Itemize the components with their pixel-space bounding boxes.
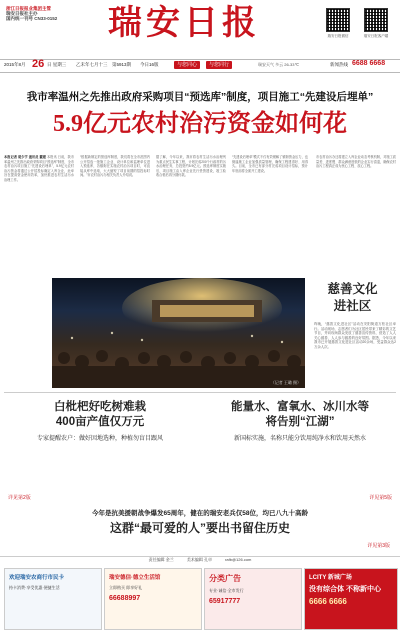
ad-classified-headline: 分类广告 bbox=[209, 574, 241, 583]
article-column-5: 市农村治污办还将建立入库企业动态考核机制，对施工质量差、进度慢、群众满意度低的企业实行清退，确保农村治污工程真正成为民心工程、放心工程。 bbox=[316, 155, 396, 169]
publisher-line-2: 瑞安日报社主办 bbox=[6, 11, 38, 16]
footer-designer: 美术编辑 孔卓 bbox=[186, 557, 212, 562]
ad-store-sub: 立即购买 即享好礼 bbox=[109, 585, 143, 590]
teaser-left-title-1: 白枇杷好吃树难栽 bbox=[54, 401, 146, 413]
teaser-left[interactable] bbox=[4, 400, 196, 505]
issue-number: 第5913期 bbox=[112, 62, 132, 67]
footer-bar bbox=[0, 556, 400, 565]
teaser-right-more[interactable]: 详见第5版 bbox=[369, 495, 392, 501]
teaser-left-sub: 专家提醒农户：做好因地选种，种植勿盲目跟风 bbox=[36, 436, 163, 442]
ad-bank-sub: 持卡消费·享受优惠·便捷生活 bbox=[9, 585, 60, 590]
side-feature-caption: 昨晚，“慈善文化进社区”活动在安阳街道万松社区举行。活动现场，志愿者们为社区居民带来了精彩的文艺节目，并向现场群众发放了慈善宣传资料，营造了人人关心慈善、人人参与慈善的良好氛围。据悉，今年以来我市已开展慈善文化进社区活动20余场，受益群众达2万余人次。 bbox=[314, 322, 396, 349]
teaser-right-sub: 新国标实施，名称只能分饮用纯净水和饮用天然水 bbox=[233, 436, 366, 442]
publisher-info bbox=[6, 6, 96, 21]
bottom-more[interactable]: 详见第3版 bbox=[367, 543, 390, 549]
date-bar bbox=[0, 59, 400, 73]
qr-code-app[interactable] bbox=[364, 8, 388, 32]
ad-classified-phone: 65917777 bbox=[209, 598, 241, 605]
teaser-right[interactable] bbox=[204, 400, 396, 505]
teaser-left-title-2: 400亩产值仅万元 bbox=[55, 416, 145, 428]
date-weekday: 日 星期三 bbox=[47, 62, 67, 67]
qr-label-wechat: 瑞安日报微信 bbox=[327, 34, 349, 38]
headline-main: 5.9亿元农村治污资金如何花 bbox=[53, 111, 347, 137]
ad-bank[interactable] bbox=[4, 568, 102, 630]
feature-photo bbox=[52, 278, 305, 388]
bottom-story[interactable] bbox=[4, 508, 396, 552]
ad-store-phone: 66688997 bbox=[109, 595, 141, 602]
article-column-3: 据了解，今年以来，我市将农村生活污水治理列为重点民生实事工程，计划完成200个行政村的污水治理任务，总投资约5.9亿元。预选库制度实施后，项目施工由入库企业先行垫资建设，竣工验收合格后再分期付款。 bbox=[156, 155, 226, 178]
lead-byline: 本报记者 胡少宇 通讯员 戴建 bbox=[4, 155, 47, 159]
ad-store[interactable] bbox=[104, 568, 202, 630]
date-day: 26 bbox=[32, 58, 45, 70]
date-prefix: 2015年8月 bbox=[4, 62, 26, 67]
hotline-number: 6688 6668 bbox=[352, 60, 386, 67]
section-divider bbox=[4, 392, 396, 393]
side-title-line-2: 进社区 bbox=[333, 299, 372, 313]
teaser-left-more[interactable]: 详见第2版 bbox=[8, 495, 31, 501]
tab-with-you-heart[interactable]: 与您同心 bbox=[174, 61, 200, 69]
page-count: 今日16版 bbox=[140, 62, 159, 67]
publisher-line-3: 国内统一刊号 CN33-0152 bbox=[6, 16, 58, 21]
ad-bank-headline: 欢迎瑞安农商行市民卡 bbox=[9, 575, 65, 581]
publisher-line-1: 浙江日报报业集团主管 bbox=[6, 6, 51, 11]
headline-kicker: 我市率温州之先推出政府采购项目“预选库”制度，项目施工“先建设后埋单” bbox=[26, 91, 374, 103]
side-title-line-1: 慈善文化 bbox=[327, 282, 378, 296]
concert-crowd-illustration bbox=[52, 278, 305, 388]
masthead-title: 瑞安日报 bbox=[108, 3, 260, 43]
qr-label-app: 瑞安日报客户端 bbox=[363, 34, 389, 38]
date-lunar: 乙未年七月十三 bbox=[76, 62, 108, 67]
bottom-kicker: 今年是抗美援朝战争爆发65周年，健在的瑞安老兵仅58位，均已八九十高龄 bbox=[92, 510, 308, 517]
qr-code-wechat[interactable] bbox=[326, 8, 350, 32]
footer-editor: 责任编辑 金兰 bbox=[148, 557, 174, 562]
article-column-2: “根据新制定的预选库制度，我们将在全市范围内公开招选一批施工企业、设计单位和监理单位进入预选库，各镇街在实施农村治污项目时，可直接从库中选取，大大缩短了项目前期的招投标时间。”市农村治污办相关负责人介绍说。 bbox=[80, 155, 150, 178]
ad-lcity-phone: 6666 6666 bbox=[309, 597, 347, 606]
photo-credit: （记者 王璐 摄） bbox=[270, 380, 301, 385]
tab-with-you-go[interactable]: 与您同行 bbox=[206, 61, 232, 69]
side-feature-title bbox=[310, 281, 395, 315]
bottom-main: 这群“最可爱的人”要出书留住历史 bbox=[109, 521, 290, 535]
article-column-4: “先建设后埋单”模式不仅有效缓解了镇街资金压力，也倒逼施工企业加强质量管理，确保工程建得好、用得久。目前，全市已有部分村完成项目设计招标，预计年底前将全面开工建设。 bbox=[232, 155, 308, 173]
footer-email: rafb@126.com bbox=[225, 557, 252, 562]
article-column-1 bbox=[4, 155, 74, 270]
lead-paragraph-1: 本报讯 日前，我市率温州之先推出政府采购项目“预选库”制度，全市农村治污项目施工“先建设后埋单”，5.9亿元农村治污资金将通过公开招投标确定入库企业，此举旨在提高资金使用效率，加快推进农村生活污水治理工作。 bbox=[4, 155, 74, 182]
hotline-label: 新闻热线 bbox=[330, 62, 348, 67]
ad-lcity[interactable] bbox=[304, 568, 398, 630]
ad-lcity-brand: LCITY 新城广场 bbox=[309, 575, 352, 581]
teaser-right-title-1: 能量水、富氧水、冰川水等 bbox=[231, 401, 369, 413]
weather-info: 瑞安天气 多云 26-33℃ bbox=[258, 62, 299, 67]
ad-classified[interactable] bbox=[204, 568, 302, 630]
ad-lcity-headline: 没有综合体 不称新中心 bbox=[309, 586, 381, 593]
ad-store-headline: 瑞安德信·德立生活馆 bbox=[109, 575, 161, 581]
ad-classified-sub: 专业·诚信·全市发行 bbox=[209, 588, 244, 593]
teaser-right-title-2: 将告别“江湖” bbox=[265, 416, 335, 428]
